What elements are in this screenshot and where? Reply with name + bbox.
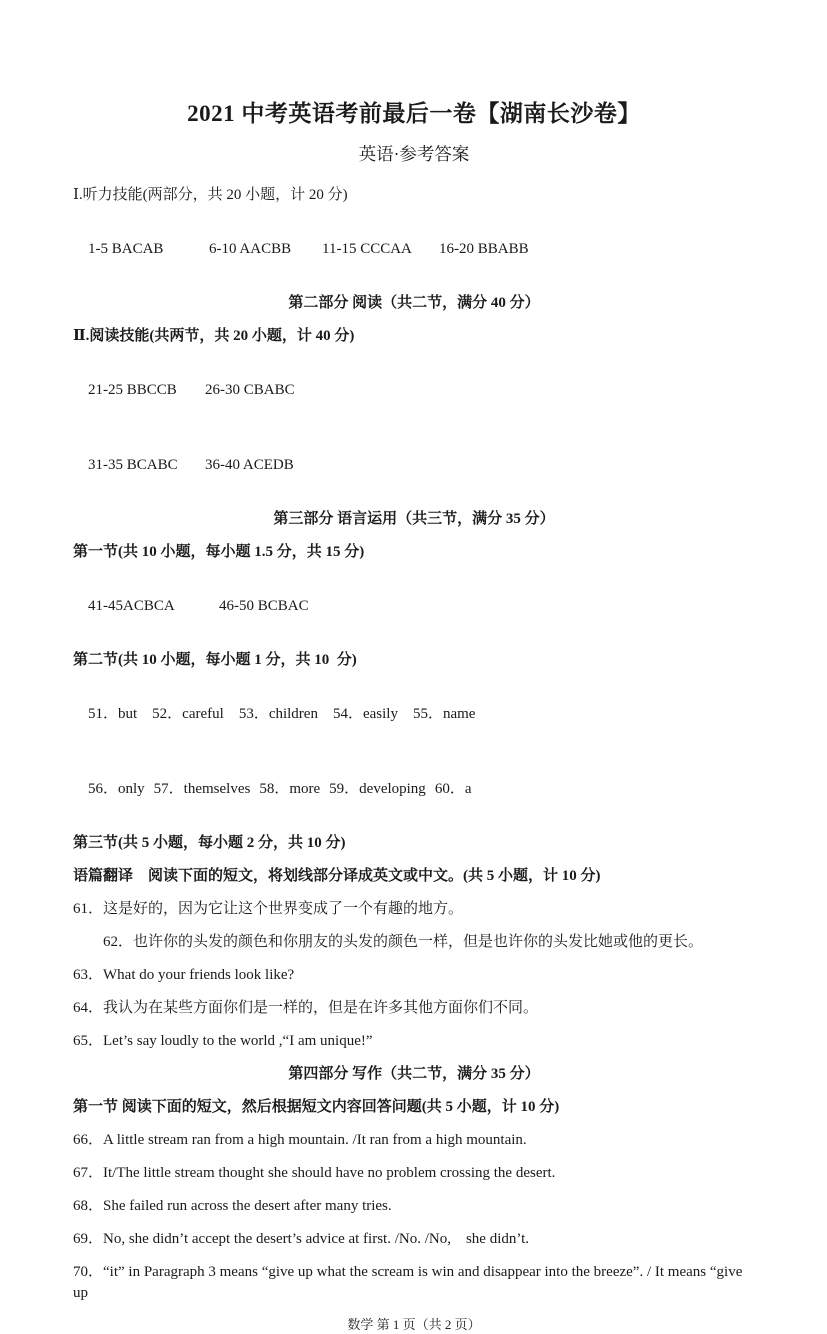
- word-answers-row-1: [73, 683, 755, 746]
- answer-item: 53．children: [238, 706, 318, 722]
- answer-item: 52．careful: [152, 706, 224, 722]
- answer-group: 6-10 AACBB: [209, 241, 292, 257]
- answer-item-68: 68．She failed run across the desert after many tries.: [73, 1198, 392, 1214]
- cloze-answers-row: [73, 575, 755, 638]
- page-title: 2021 中考英语考前最后一卷【湖南长沙卷】: [187, 101, 641, 126]
- listening-answers-row: [73, 218, 755, 281]
- answer-item-66: 66．A little stream ran from a high mountain. /It ran from a high mountain.: [73, 1132, 527, 1148]
- reading-answers-row-2: [73, 434, 755, 497]
- word-answers-row-2: [73, 758, 755, 821]
- answer-group: 26-30 CBABC: [205, 382, 295, 398]
- answer-group: 16-20 BBABB: [439, 241, 529, 257]
- answer-item-61: 61．这是好的，因为它让这个世界变成了一个有趣的地方。: [73, 901, 464, 917]
- answer-item: 57．themselves: [153, 781, 251, 797]
- part3-section3-heading: 第三节(共 5 小题，每小题 2 分，共 10 分): [73, 835, 346, 851]
- answer-item: 60．a: [434, 781, 472, 797]
- answer-item: 54．easily: [332, 706, 398, 722]
- translation-instruction: 语篇翻译 阅读下面的短文，将划线部分译成英文或中文。(共 5 小题，计 10 分): [73, 868, 601, 884]
- reading-skill-heading: Ⅱ.阅读技能(共两节，共 20 小题，计 40 分): [73, 328, 355, 344]
- answer-item: 51．but: [88, 706, 138, 722]
- part3-section1-heading: 第一节(共 10 小题，每小题 1.5 分，共 15 分): [73, 544, 365, 560]
- part3-heading: 第三部分 语言运用（共三节，满分 35 分）: [273, 511, 555, 527]
- answer-item: 55．name: [412, 706, 476, 722]
- answer-group: 31-35 BCABC: [88, 457, 178, 473]
- answer-item-67: 67．It/The little stream thought she should have no problem crossing the desert.: [73, 1165, 556, 1181]
- part4-heading: 第四部分 写作（共二节，满分 35 分）: [288, 1066, 540, 1082]
- answer-group: 46-50 BCBAC: [219, 598, 309, 614]
- answer-group: 21-25 BBCCB: [88, 382, 177, 398]
- part2-heading: 第二部分 阅读（共二节，满分 40 分）: [288, 295, 540, 311]
- answer-group: 36-40 ACEDB: [205, 457, 294, 473]
- answer-item-63: 63．What do your friends look like?: [73, 967, 295, 983]
- answer-item-69: 69．No, she didn’t accept the desert’s advice at first. /No. /No, she didn’t.: [73, 1231, 530, 1247]
- answer-item-65: 65．Let’s say loudly to the world ,“I am unique!”: [73, 1033, 373, 1049]
- answer-group: 41-45ACBCA: [88, 598, 175, 614]
- answer-item-70: 70．“it” in Paragraph 3 means “give up what the scream is win and disappear into the breeze”. / It means “give up: [73, 1264, 747, 1301]
- reading-answers-row-1: [73, 359, 755, 422]
- answer-item-64: 64．我认为在某些方面你们是一样的，但是在许多其他方面你们不同。: [73, 1000, 539, 1016]
- answer-item: 56．only: [88, 781, 145, 797]
- page-subtitle: 英语·参考答案: [358, 144, 470, 164]
- answer-group: 1-5 BACAB: [88, 241, 164, 257]
- part3-section2-heading: 第二节(共 10 小题，每小题 1 分，共 10 分): [73, 652, 357, 668]
- answer-group: 11-15 CCCAA: [322, 241, 412, 257]
- answer-item-62: 62．也许你的头发的颜色和你朋友的头发的颜色一样，但是也许你的头发比她或他的更长。: [103, 934, 704, 950]
- answer-item: 59．developing: [329, 781, 426, 797]
- answer-item: 58．more: [259, 781, 321, 797]
- part4-section1-heading: 第一节 阅读下面的短文，然后根据短文内容回答问题(共 5 小题，计 10 分): [73, 1099, 560, 1115]
- listening-section-heading: Ⅰ.听力技能(两部分，共 20 小题，计 20 分): [73, 187, 348, 203]
- page-footer: 数学 第 1 页（共 2 页）: [347, 1317, 481, 1332]
